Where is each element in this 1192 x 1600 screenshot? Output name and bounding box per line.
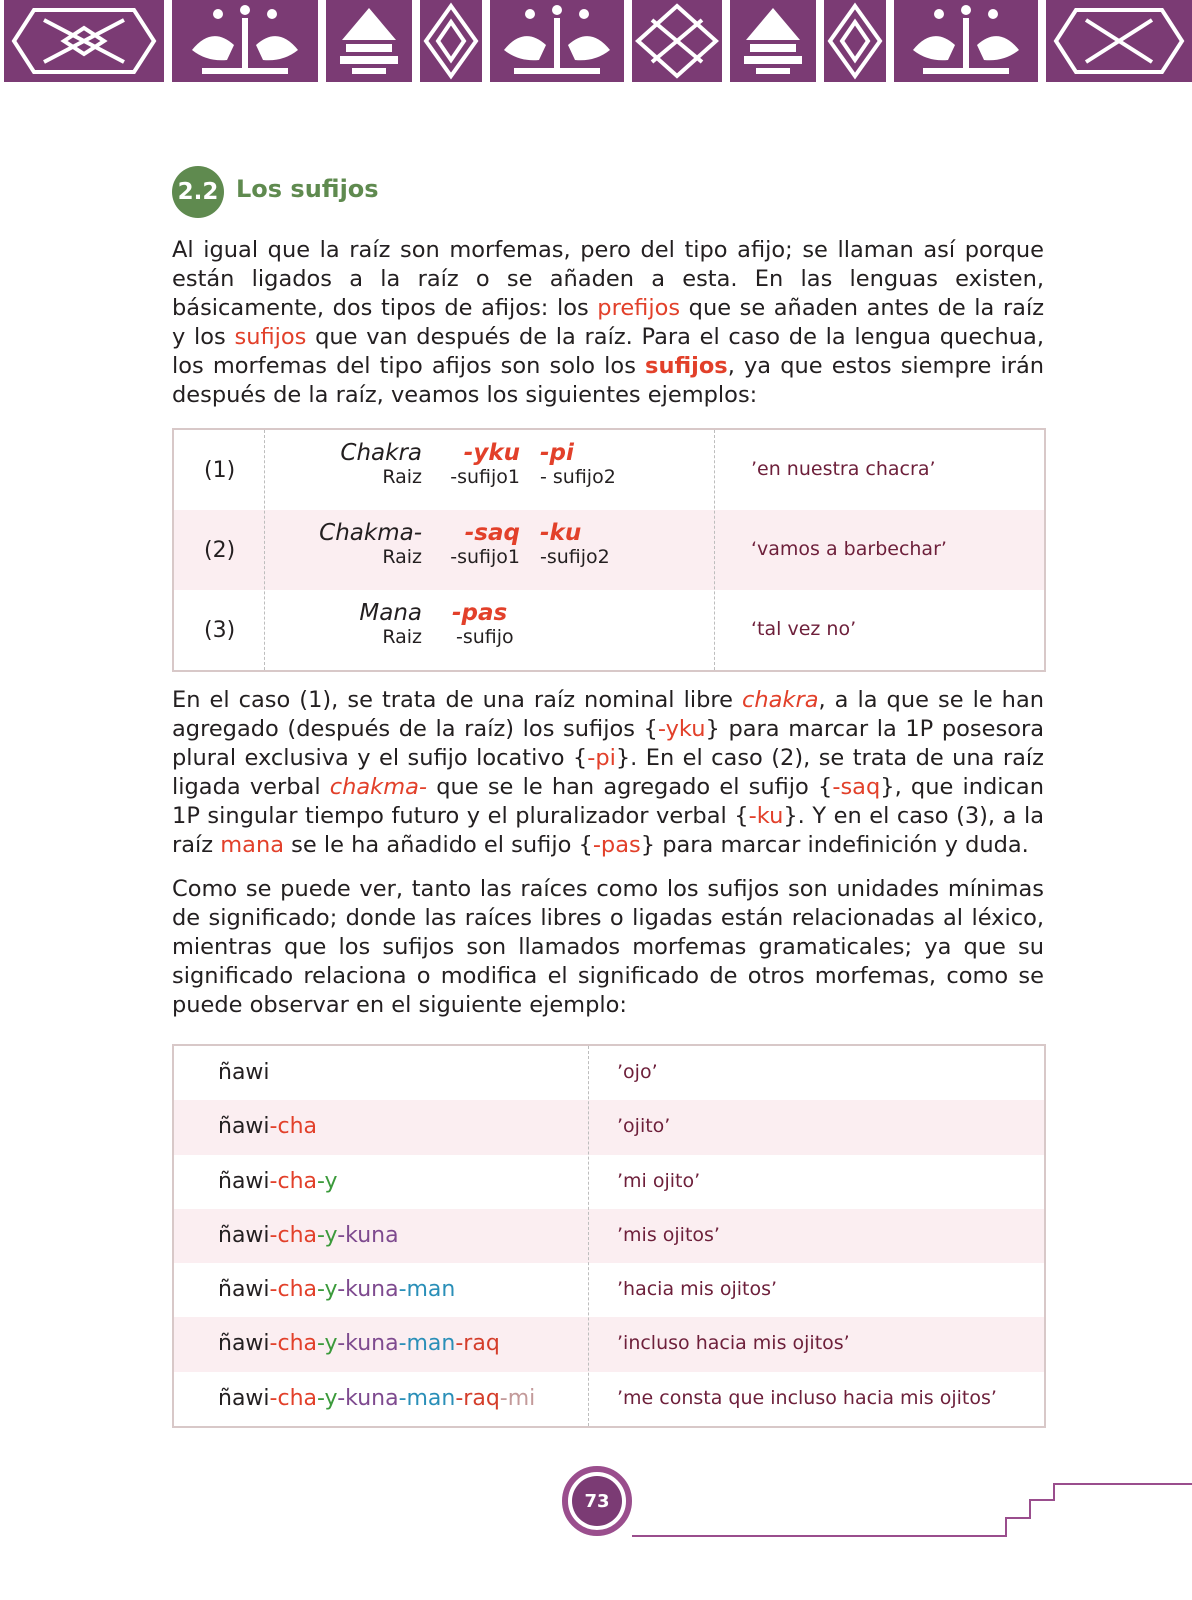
root: ñawi	[218, 1114, 270, 1140]
intro-paragraph	[172, 236, 1044, 410]
suffix1: -saq	[464, 520, 520, 546]
table-row	[174, 1100, 1044, 1154]
decorative-banner	[0, 0, 1192, 84]
table-row	[174, 430, 1044, 510]
term: -pi	[587, 745, 616, 771]
table-row	[174, 1155, 1044, 1209]
gloss: ’en nuestra chacra’	[751, 458, 936, 480]
root-word: Chakma-	[319, 520, 422, 546]
derived-word	[218, 1169, 338, 1194]
suffix-kuna: -kuna	[337, 1385, 399, 1411]
suffix1: -yku	[463, 440, 520, 466]
term-sufijos-bold: sufijos	[645, 353, 728, 379]
suffix-y: -y	[317, 1222, 338, 1248]
banner-panel	[894, 0, 1038, 82]
suffix2-cell	[540, 440, 630, 488]
table-row	[174, 1046, 1044, 1100]
suffix-raq: -raq	[455, 1385, 500, 1411]
suffix2-cell	[540, 520, 630, 568]
text: que van después de la raíz. Para el caso de la lengua quechua, los morfemas del tipo afijos son solo los	[172, 324, 1044, 379]
text: que se añaden antes de la raíz y los	[172, 295, 1045, 350]
root-cell	[294, 600, 422, 648]
suffix-y: -y	[317, 1168, 338, 1194]
suffix1-label: -sufijo1	[450, 546, 520, 568]
birds-tree-pattern-icon	[894, 0, 1038, 82]
root-word: Mana	[359, 600, 422, 626]
text: Al igual que la raíz son morfemas, pero del tipo afijo; se llaman así porque están ligados a la raíz o se añaden a esta. En las lenguas existen, básicamente, dos tipos de afijos: los	[172, 237, 1044, 321]
root-label: Raiz	[382, 626, 422, 648]
text: } para marcar indefinición y duda.	[640, 832, 1029, 858]
gloss: ’incluso hacia mis ojitos’	[617, 1332, 850, 1355]
suffix-cha: -cha	[269, 1222, 317, 1248]
derived-word	[218, 1060, 270, 1085]
term: -pas	[592, 832, 641, 858]
suffix1-cell	[446, 520, 520, 568]
banner-panel	[420, 0, 482, 82]
gloss: ’mis ojitos’	[617, 1223, 720, 1246]
text: }. En el caso (2), se trata de una raíz ligada verbal	[172, 745, 1044, 800]
suffix-cha: -cha	[269, 1331, 317, 1357]
column-divider	[264, 430, 265, 670]
temple-pattern-icon	[730, 0, 816, 82]
suffix-kuna: -kuna	[337, 1222, 399, 1248]
root-cell	[294, 520, 422, 568]
example-number: (3)	[204, 618, 236, 643]
suffix-raq: -raq	[455, 1331, 500, 1357]
suffix-kuna: -kuna	[337, 1331, 399, 1357]
suffix-mi: -mi	[499, 1385, 536, 1411]
morpheme-paragraph: Como se puede ver, tanto las raíces como los sufijos son unidades mínimas de significado; donde las raíces libres o ligadas están relacionadas al léxico, mientras que los sufijos son llamados morfemas gramaticales; ya que su significado relaciona o modifica el significado de otros morfemas, como se puede observar en el siguiente ejemplo:	[172, 876, 1044, 1018]
term: -yku	[657, 716, 706, 742]
derived-word	[218, 1114, 317, 1139]
suffix1-cell	[446, 440, 520, 488]
root: ñawi	[218, 1060, 270, 1085]
derived-word	[218, 1277, 455, 1302]
text: , a la que se le han agregado (después de la raíz) los sufijos {	[172, 687, 1044, 742]
page-number: 73	[572, 1476, 622, 1526]
suffix-cha: -cha	[269, 1168, 317, 1194]
suffix2-label: - sufijo2	[540, 466, 616, 488]
suffix2-label: -sufijo2	[540, 546, 610, 568]
root-word: Chakra	[340, 440, 422, 466]
gloss: ‘vamos a barbechar’	[751, 538, 947, 560]
term: chakra	[742, 687, 819, 713]
table-row	[174, 1209, 1044, 1263]
geometric-pattern-icon	[632, 0, 722, 82]
term-prefijos: prefijos	[597, 295, 681, 321]
term: -ku	[748, 803, 784, 829]
suffix-cha: -cha	[269, 1385, 317, 1411]
term: chakma-	[329, 774, 428, 800]
suffix-man: -man	[398, 1277, 456, 1303]
gloss: ’hacia mis ojitos’	[617, 1278, 778, 1301]
text: se le ha añadido el sufijo {	[284, 832, 593, 858]
suffix1-label: -sufijo1	[450, 466, 520, 488]
suffix-cha: -cha	[269, 1277, 317, 1303]
suffix-y: -y	[317, 1385, 338, 1411]
banner-panel	[326, 0, 412, 82]
table-row	[174, 1317, 1044, 1371]
suffix2: -ku	[540, 520, 582, 546]
diamond-pattern-icon	[420, 0, 482, 82]
root: ñawi	[218, 1277, 270, 1303]
geometric-pattern-icon	[4, 0, 164, 82]
banner-panel	[490, 0, 624, 82]
explanation-paragraph	[172, 686, 1044, 860]
suffix-cha: -cha	[269, 1114, 317, 1140]
gloss: ’mi ojito’	[617, 1169, 701, 1192]
example-number: (1)	[204, 458, 236, 483]
root: ñawi	[218, 1222, 270, 1248]
term: -saq	[832, 774, 881, 800]
suffix2: -pi	[540, 440, 574, 466]
derived-word	[218, 1386, 535, 1411]
section-title: Los sufijos	[236, 175, 379, 203]
text: }. Y en el caso (3), a la raíz	[172, 803, 1044, 858]
term: mana	[220, 832, 285, 858]
gloss: ‘tal vez no’	[751, 618, 857, 640]
table-row	[174, 1372, 1044, 1426]
root-label: Raiz	[382, 546, 422, 568]
suffix-man: -man	[398, 1385, 456, 1411]
table-row	[174, 1263, 1044, 1317]
example-number: (2)	[204, 538, 236, 563]
gloss: ’me consta que incluso hacia mis ojitos’	[617, 1386, 997, 1409]
derived-word	[218, 1223, 399, 1248]
birds-tree-pattern-icon	[172, 0, 318, 82]
column-divider	[588, 1046, 589, 1426]
text: En el caso (1), se trata de una raíz nominal libre	[172, 687, 742, 713]
suffix1-cell	[446, 600, 520, 648]
suffix1: -pas	[452, 600, 508, 626]
gloss: ’ojito’	[617, 1115, 671, 1138]
section-number-badge: 2.2	[172, 166, 224, 218]
text: , ya que estos siempre irán después de la raíz, veamos los siguientes ejemplos:	[172, 353, 1044, 408]
banner-panel	[730, 0, 816, 82]
table-row	[174, 510, 1044, 590]
geometric-pattern-icon	[1046, 0, 1192, 82]
term-sufijos: sufijos	[234, 324, 307, 350]
banner-panel	[4, 0, 164, 82]
root: ñawi	[218, 1331, 270, 1357]
root-label: Raiz	[382, 466, 422, 488]
root: ñawi	[218, 1168, 270, 1194]
gloss: ’ojo’	[617, 1061, 658, 1083]
suffix-man: -man	[398, 1331, 456, 1357]
birds-tree-pattern-icon	[490, 0, 624, 82]
column-divider	[714, 430, 715, 670]
derived-word	[218, 1331, 500, 1356]
banner-panel	[824, 0, 886, 82]
page-number-badge	[562, 1466, 632, 1536]
diamond-pattern-icon	[824, 0, 886, 82]
suffix1-label: -sufijo	[456, 626, 514, 648]
table-row	[174, 590, 1044, 670]
temple-pattern-icon	[326, 0, 412, 82]
suffix-examples-table	[172, 428, 1046, 672]
text: que se le han agregado el sufijo {	[427, 774, 833, 800]
nawi-derivation-table	[172, 1044, 1046, 1428]
banner-panel	[172, 0, 318, 82]
banner-panel	[632, 0, 722, 82]
suffix-kuna: -kuna	[337, 1277, 399, 1303]
banner-panel	[1046, 0, 1192, 82]
root-cell	[294, 440, 422, 488]
text: }, que indican 1P singular tiempo futuro y el pluralizador verbal {	[172, 774, 1044, 829]
suffix-y: -y	[317, 1277, 338, 1303]
text: } para marcar la 1P posesora plural exclusiva y el sufijo locativo {	[172, 716, 1045, 771]
suffix-y: -y	[317, 1331, 338, 1357]
root: ñawi	[218, 1385, 270, 1411]
